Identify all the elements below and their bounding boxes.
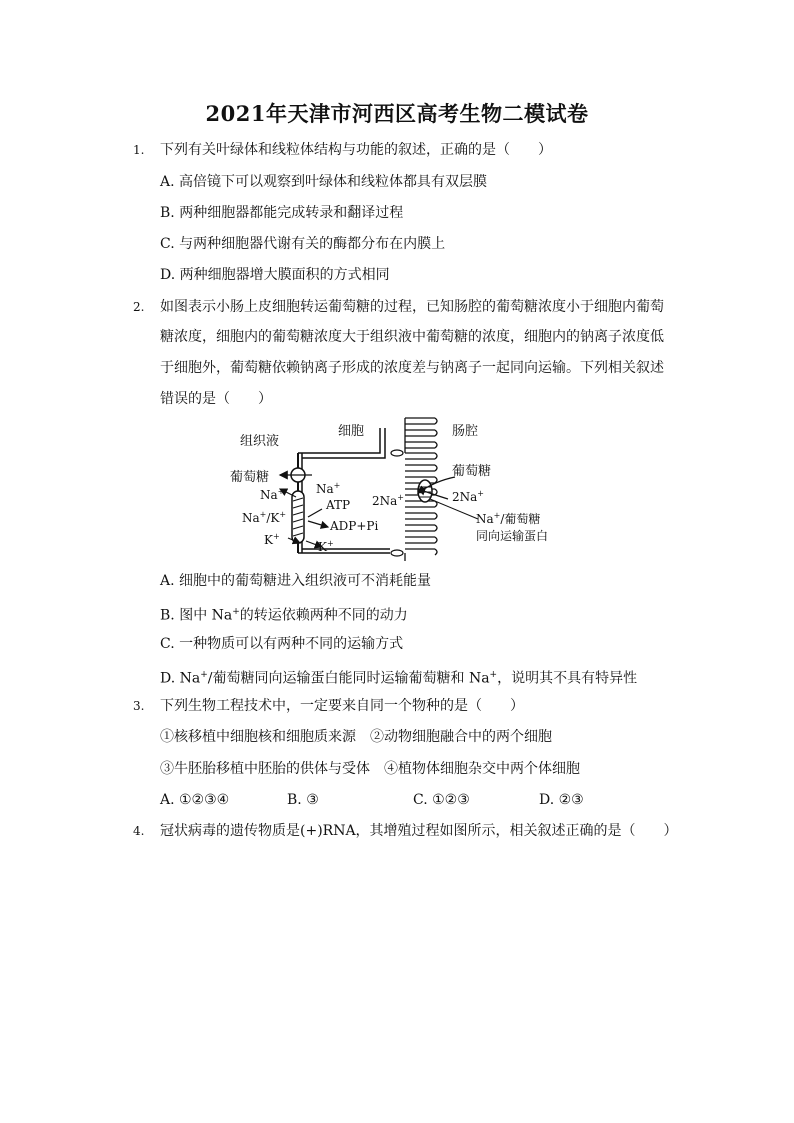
label-na-left: Na+: [260, 487, 285, 502]
label-na-atp: Na+: [316, 481, 341, 496]
tight-junction: [391, 450, 403, 456]
option-a: A. ①②③④: [160, 792, 230, 808]
label-k-right: K+: [318, 539, 334, 554]
label-k-left: K+: [264, 532, 280, 547]
na-k-pump: [292, 491, 304, 543]
question-number: 2.: [133, 300, 145, 314]
option-c: C. 与两种细胞器代谢有关的酶都分布在内膜上: [160, 236, 446, 252]
atp-arrow: [308, 509, 322, 517]
label-cotransporter-2: 同向运输蛋白: [476, 529, 549, 543]
option-b: B. 两种细胞器都能完成转录和翻译过程: [160, 205, 404, 221]
label-glucose-right: 葡萄糖: [452, 464, 492, 479]
label-adp: ADP+Pi: [330, 519, 379, 533]
label-cell: 细胞: [338, 424, 365, 439]
statement-line: ③牛胚胎移植中胚胎的供体与受体 ④植物体细胞杂交中两个体细胞: [160, 761, 580, 777]
question-stem: 下列有关叶绿体和线粒体结构与功能的叙述，正确的是（ ）: [160, 142, 552, 158]
label-atp: ATP: [326, 498, 351, 512]
option-d: D. Na+/葡萄糖同向运输蛋白能同时运输葡萄糖和 Na+，说明其不具有特异性: [160, 670, 638, 687]
label-glucose-left: 葡萄糖: [230, 470, 270, 485]
option-b: B. 图中 Na+的转运依赖两种不同的动力: [160, 607, 408, 624]
question-stem-line: 错误的是（ ）: [160, 391, 272, 407]
option-a: A. 细胞中的葡萄糖进入组织液可不消耗能量: [160, 573, 432, 589]
glucose-transport-diagram: [230, 413, 575, 563]
question-stem-line: 糖浓度，细胞内的葡萄糖浓度大于组织液中葡萄糖的浓度，细胞内的钠离子浓度低: [160, 329, 664, 345]
label-2na-right: 2Na+: [452, 489, 484, 504]
question-number: 3.: [133, 699, 145, 713]
tight-junction: [391, 550, 403, 556]
question-stem: 冠状病毒的遗传物质是(+)RNA，其增殖过程如图所示，相关叙述正确的是（ ）: [160, 823, 678, 839]
label-lumen: 肠腔: [452, 424, 479, 439]
label-na-k: Na+/K+: [242, 510, 287, 525]
question-stem-line: 于细胞外，葡萄糖依赖钠离子形成的浓度差与钠离子一起同向运输。下列相关叙述: [160, 360, 664, 376]
question-number: 4.: [133, 824, 145, 838]
option-d: D. ②③: [539, 792, 584, 808]
label-2na-left: 2Na+: [372, 493, 404, 508]
page-title: 2021年天津市河西区高考生物二模试卷: [205, 101, 589, 126]
option-c: C. 一种物质可以有两种不同的运输方式: [160, 636, 404, 652]
question-number: 1.: [133, 143, 145, 157]
option-a: A. 高倍镜下可以观察到叶绿体和线粒体都具有双层膜: [160, 174, 488, 190]
statement-line: ①核移植中细胞核和细胞质来源 ②动物细胞融合中的两个细胞: [160, 729, 552, 745]
adp-arrow: [308, 521, 328, 527]
option-b: B. ③: [287, 792, 319, 808]
label-cotransporter-1: Na+/葡萄糖: [476, 511, 541, 526]
question-stem-line: 如图表示小肠上皮细胞转运葡萄糖的过程，已知肠腔的葡萄糖浓度小于细胞内葡萄: [160, 299, 664, 315]
option-d: D. 两种细胞器增大膜面积的方式相同: [160, 267, 390, 283]
option-c: C. ①②③: [413, 792, 470, 808]
label-tissue-fluid: 组织液: [240, 434, 280, 449]
question-stem: 下列生物工程技术中，一定要来自同一个物种的是（ ）: [160, 698, 524, 714]
microvilli-tips: [435, 418, 437, 555]
